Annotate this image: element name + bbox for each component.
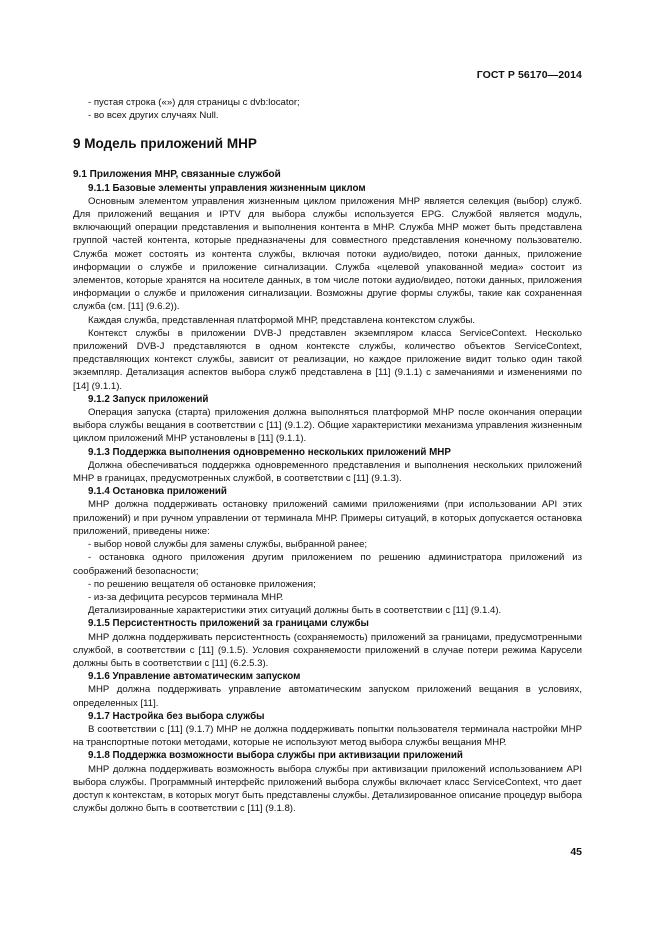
paragraph: МНР должна поддерживать возможность выбора службы при активизации приложений использованием API выбора службы. Программный интерфейс приложений выбора службы включает класс ServiceContext, что дает доступ к контекстам, в которых могут быть представлены службы. Детализированное описание процедур выбора службы должно быть в соответствии с [11] (9.1.8). bbox=[73, 763, 582, 815]
section-9-1-3-heading: 9.1.3 Поддержка выполнения одновременно нескольких приложений МНР bbox=[88, 446, 451, 458]
page-number: 45 bbox=[570, 846, 582, 858]
list-item: - выбор новой службы для замены службы, выбранной ранее; bbox=[88, 539, 368, 551]
paragraph: В соответствии с [11] (9.1.7) МНР не должна поддерживать попытки пользователя терминала настройки МНР на транспортные потоки методами, которые не используют метод выбора службы вещания МНР. bbox=[73, 723, 582, 749]
paragraph: Основным элементом управления жизненным циклом приложения МНР является селекция (выбор) служб. Для приложений вещания и IPTV для выбора службы используется EPG. Службой является модуль, включающий операции представления и выполнения контента в МНР. Служба МНР может быть представлена группой частей контента, которые предназначены для совместного представления конечному пользователю. Служба может состоять из контента службы, включая потоки аудио/видео, потоки данных, приложение информации о службе и приложение сигнализации. Служба «целевой упакованной медиа» состоит из элементов, которые хранятся на носителе данных, в том числе потоки аудио/видео, потоки данных, приложения информации о службе и приложения сигнализации. Возможны другие формы службы, такие как сохраненная служба (см. [11] (9.6.2)). bbox=[73, 195, 582, 313]
section-9-heading: 9 Модель приложений МНР bbox=[73, 136, 257, 152]
section-9-1-5-heading: 9.1.5 Персистентность приложений за границами службы bbox=[88, 618, 369, 630]
paragraph: Операция запуска (старта) приложения должна выполняться платформой МНР после окончания операции выбора службы вещания в соответствии с [11] (9.1.2). Общие характеристики механизма управления жизненным циклом приложений МНР установлены в [11] (9.1.1). bbox=[73, 407, 582, 445]
section-9-1-6-heading: 9.1.6 Управление автоматическим запуском bbox=[88, 671, 301, 683]
section-9-1-heading: 9.1 Приложения МНР, связанные службой bbox=[73, 169, 281, 181]
list-item: - остановка одного приложения другим приложением по решению администратора приложений из соображений безопасности; bbox=[73, 552, 582, 577]
section-9-1-1-heading: 9.1.1 Базовые элементы управления жизненным циклом bbox=[88, 182, 366, 194]
page-content bbox=[73, 96, 582, 815]
paragraph: Должна обеспечиваться поддержка одновременного представления и выполнения нескольких приложений МНР в границах, предусмотренных службой, в соответствии с [11] (9.1.3). bbox=[73, 459, 582, 485]
section-9-1-2-heading: 9.1.2 Запуск приложений bbox=[88, 393, 209, 405]
paragraph: Детализированные характеристики этих ситуаций должны быть в соответствии с [11] (9.1.4). bbox=[88, 605, 502, 617]
document-header: ГОСТ Р 56170—2014 bbox=[476, 69, 582, 81]
list-item: - из-за дефицита ресурсов терминала МНР. bbox=[88, 591, 284, 603]
list-item: - пустая строка («») для страницы с dvb:locator; bbox=[88, 97, 300, 108]
section-9-1-4-heading: 9.1.4 Остановка приложений bbox=[88, 486, 227, 498]
paragraph: Каждая служба, представленная платформой МНР, представлена контекстом службы. bbox=[88, 314, 476, 326]
paragraph: МНР должна поддерживать управление автоматическим запуском приложений вещания в условиях, определенных [11]. bbox=[73, 684, 582, 709]
section-9-1-8-heading: 9.1.8 Поддержка возможности выбора службы при активизации приложений bbox=[88, 750, 463, 762]
section-9-1-7-heading: 9.1.7 Настройка без выбора службы bbox=[88, 710, 265, 722]
paragraph: МНР должна поддерживать персистентность (сохраняемость) приложений за границами, предусмотренными службой, в соответствии с [11] (9.1.5). Условия сохраняемости приложений в случае потери режима Карусели должны быть в соответствии с [11] (6.2.5.3). bbox=[73, 631, 582, 669]
list-item: - во всех других случаях Null. bbox=[88, 110, 219, 122]
paragraph: Контекст службы в приложении DVB-J представлен экземпляром класса ServiceContext. Несколько приложений DVB-J представляются в одном контексте службы, количество объектов ServiceContext, представляющих контекст службы, зависит от реализации, но каждое приложение видит только один такой экземпляр. Детализация аспектов выбора служб представлена в [11] (9.1.1) с замечаниями и изменениями по [14] (9.1.1). bbox=[73, 327, 582, 392]
list-item: - по решению вещателя об остановке приложения; bbox=[88, 578, 316, 590]
paragraph: МНР должна поддерживать остановку приложений самими приложениями (при использовании API этих приложений) и при ручном управлении от терминала МНР. Примеры ситуаций, в которых допускается остановка приложений, приведены ниже: bbox=[73, 499, 582, 537]
